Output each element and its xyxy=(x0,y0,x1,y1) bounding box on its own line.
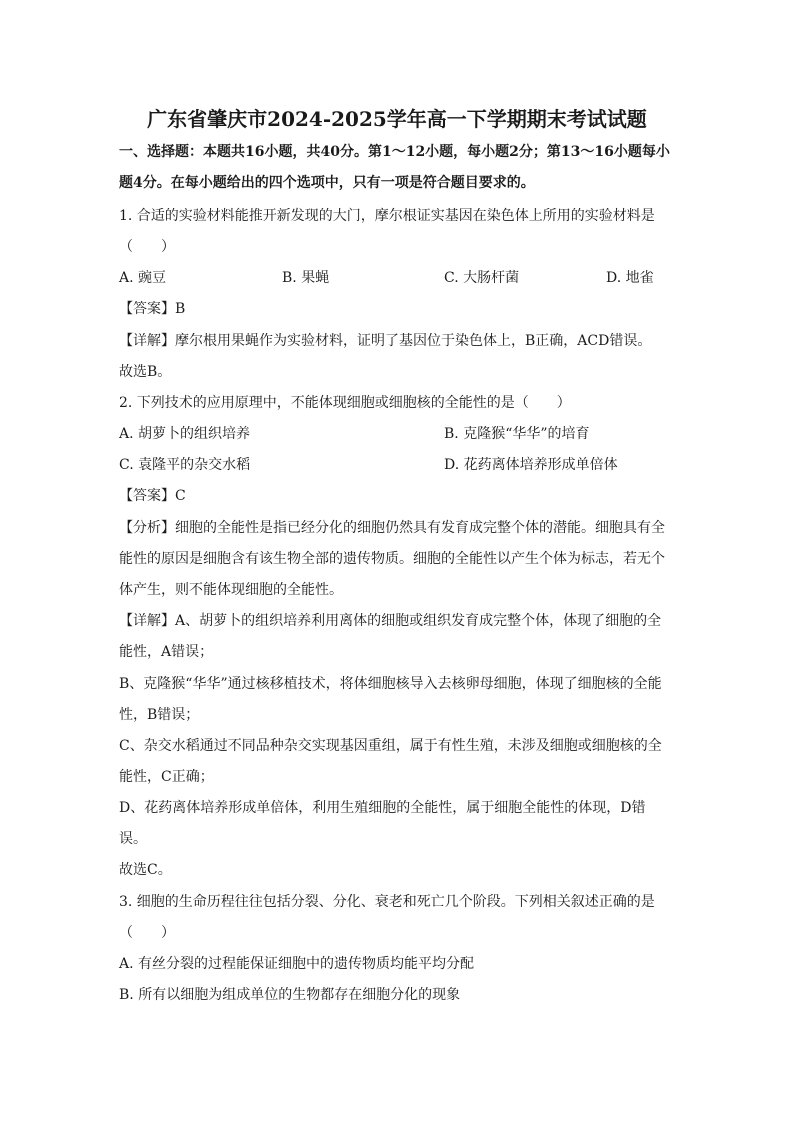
q3-option-a: A. 有丝分裂的过程能保证细胞中的遗传物质均能平均分配 xyxy=(119,956,475,972)
q2-detail-line-8: 误。 xyxy=(119,831,147,847)
q1-answer: 【答案】B xyxy=(119,301,186,317)
q2-option-c: C. 袁隆平的杂交水稻 xyxy=(119,457,251,473)
q2-detail-line-3: B、克隆猴“华华”通过核移植技术，将体细胞核导入去核卵母细胞，体现了细胞核的全能 xyxy=(119,676,662,692)
q1-option-b: B. 果蝇 xyxy=(282,270,330,286)
q2-detail-line-4: 性，B错误； xyxy=(119,707,200,723)
q3-stem-line-2: （ ） xyxy=(119,925,175,941)
q1-option-c: C. 大肠杆菌 xyxy=(444,270,520,286)
section-heading-line-2: 题4分。在每小题给出的四个选项中，只有一项是符合题目要求的。 xyxy=(119,175,535,191)
q2-detail-line-7: D、花药离体培养形成单倍体，利用生殖细胞的全能性，属于细胞全能性的体现，D错 xyxy=(119,800,646,816)
q2-option-d: D. 花药离体培养形成单倍体 xyxy=(444,457,618,473)
q2-stem: 2. 下列技术的应用原理中，不能体现细胞或细胞核的全能性的是（ ） xyxy=(119,395,571,411)
document-title: 广东省肇庆市2024-2025学年高一下学期期末考试试题 xyxy=(147,107,647,131)
q1-stem-line-2: （ ） xyxy=(119,239,175,255)
q3-stem-line-1: 3. 细胞的生命历程往往包括分裂、分化、衰老和死亡几个阶段。下列相关叙述正确的是 xyxy=(119,894,655,910)
q2-choose: 故选C。 xyxy=(119,862,172,878)
q1-option-d: D. 地雀 xyxy=(606,270,654,286)
q2-analysis-line-2: 能性的原因是细胞含有该生物全部的遗传物质。细胞的全能性以产生个体为标志，若无个 xyxy=(119,551,665,567)
q2-option-b: B. 克隆猴“华华”的培育 xyxy=(444,426,590,442)
q1-option-a: A. 豌豆 xyxy=(119,270,167,286)
q2-answer: 【答案】C xyxy=(119,488,186,504)
q2-option-a: A. 胡萝卜的组织培养 xyxy=(119,426,251,442)
q2-detail-line-2: 能性，A错误； xyxy=(119,644,214,660)
q3-option-b: B. 所有以细胞为组成单位的生物都存在细胞分化的现象 xyxy=(119,987,461,1003)
section-heading-line-1: 一、选择题：本题共16小题，共40分。第1～12小题，每小题2分；第13～16小题每小 xyxy=(119,144,670,160)
q2-analysis-line-3: 体产生，则不能体现细胞的全能性。 xyxy=(119,582,343,598)
q1-choose: 故选B。 xyxy=(119,364,172,380)
q1-stem-line-1: 1. 合适的实验材料能推开新发现的大门，摩尔根证实基因在染色体上所用的实验材料是 xyxy=(119,208,655,224)
q2-detail-line-5: C、杂交水稻通过不同品种杂交实现基因重组，属于有性生殖，未涉及细胞或细胞核的全 xyxy=(119,738,662,754)
q1-detail: 【详解】摩尔根用果蝇作为实验材料，证明了基因位于染色体上，B正确，ACD错误。 xyxy=(119,333,652,349)
q2-analysis-line-1: 【分析】细胞的全能性是指已经分化的细胞仍然具有发育成完整个体的潜能。细胞具有全 xyxy=(119,520,665,536)
q2-detail-line-1: 【详解】A、胡萝卜的组织培养利用离体的细胞或组织发育成完整个体，体现了细胞的全 xyxy=(119,613,662,629)
q2-detail-line-6: 能性，C正确； xyxy=(119,769,214,785)
